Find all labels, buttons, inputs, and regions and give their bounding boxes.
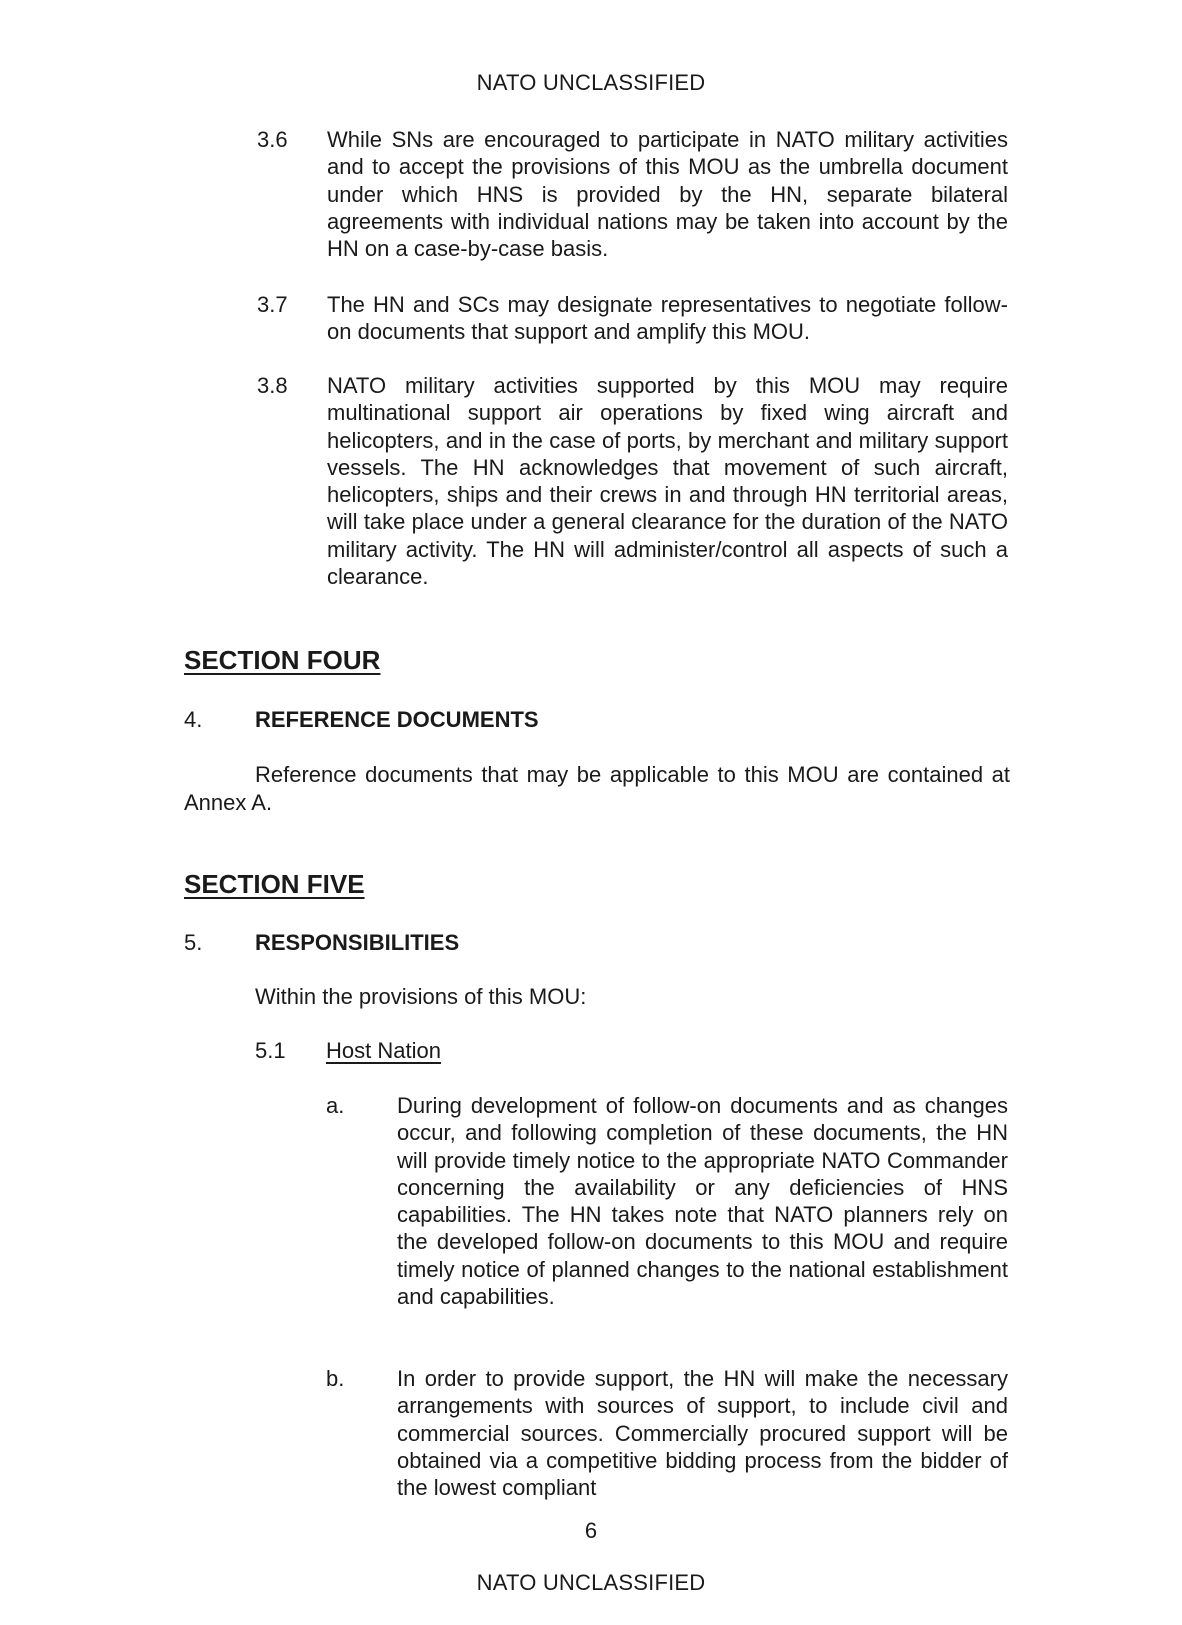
section-four-heading: SECTION FOUR [184,645,381,675]
list-item-letter: a. [326,1093,345,1118]
list-item-text: During development of follow-on documents and as changes occur, and following completion of these documents, the HN will provide timely notice to the appropriate NATO Commander concerning the availability or any deficiencies of HNS capabilities. The HN takes note that NATO planners rely on the developed follow-on documents to this MOU and require timely notice of planned changes to the national establishment and capabilities. [397,1093,1008,1310]
paragraph-number: 3.8 [257,373,288,398]
page-number: 6 [584,1518,598,1543]
section-number: 4. [184,707,203,732]
paragraph-number: 3.7 [257,292,288,317]
header-classification: NATO UNCLASSIFIED [476,70,706,95]
list-item-text: In order to provide support, the HN will make the necessary arrangements with sources of support, to include civil and commercial sources. Commercially procured support will be obtained via a competitive bidding process from the bidder of the lowest compliant [397,1366,1008,1501]
paragraph-text: The HN and SCs may designate representatives to negotiate follow-on documents that support and amplify this MOU. [327,292,1008,345]
section-number: 5. [184,930,203,955]
section-title: RESPONSIBILITIES [255,930,460,955]
subsection-number: 5.1 [255,1038,286,1063]
reference-documents-text: Reference documents that may be applicable to this MOU are contained at Annex A. [184,762,1010,815]
section-title: REFERENCE DOCUMENTS [255,707,539,732]
responsibilities-intro: Within the provisions of this MOU: [255,984,587,1009]
paragraph-text: While SNs are encouraged to participate in NATO military activities and to accept the provisions of this MOU as the umbrella document under which HNS is provided by the HN, separate bilateral agreements with individual nations may be taken into account by the HN on a case-by-case basis. [327,127,1008,262]
paragraph-text: NATO military activities supported by this MOU may require multinational support air operations by fixed wing aircraft and helicopters, and in the case of ports, by merchant and military support vessels. The HN acknowledges that movement of such aircraft, helicopters, ships and their crews in and through HN territorial areas, will take place under a general clearance for the duration of the NATO military activity. The HN will administer/control all aspects of such a clearance. [327,373,1008,590]
footer-classification: NATO UNCLASSIFIED [476,1570,706,1595]
section-five-heading: SECTION FIVE [184,869,365,899]
paragraph-number: 3.6 [257,127,288,152]
list-item-letter: b. [326,1366,345,1391]
subsection-title: Host Nation [326,1038,441,1063]
